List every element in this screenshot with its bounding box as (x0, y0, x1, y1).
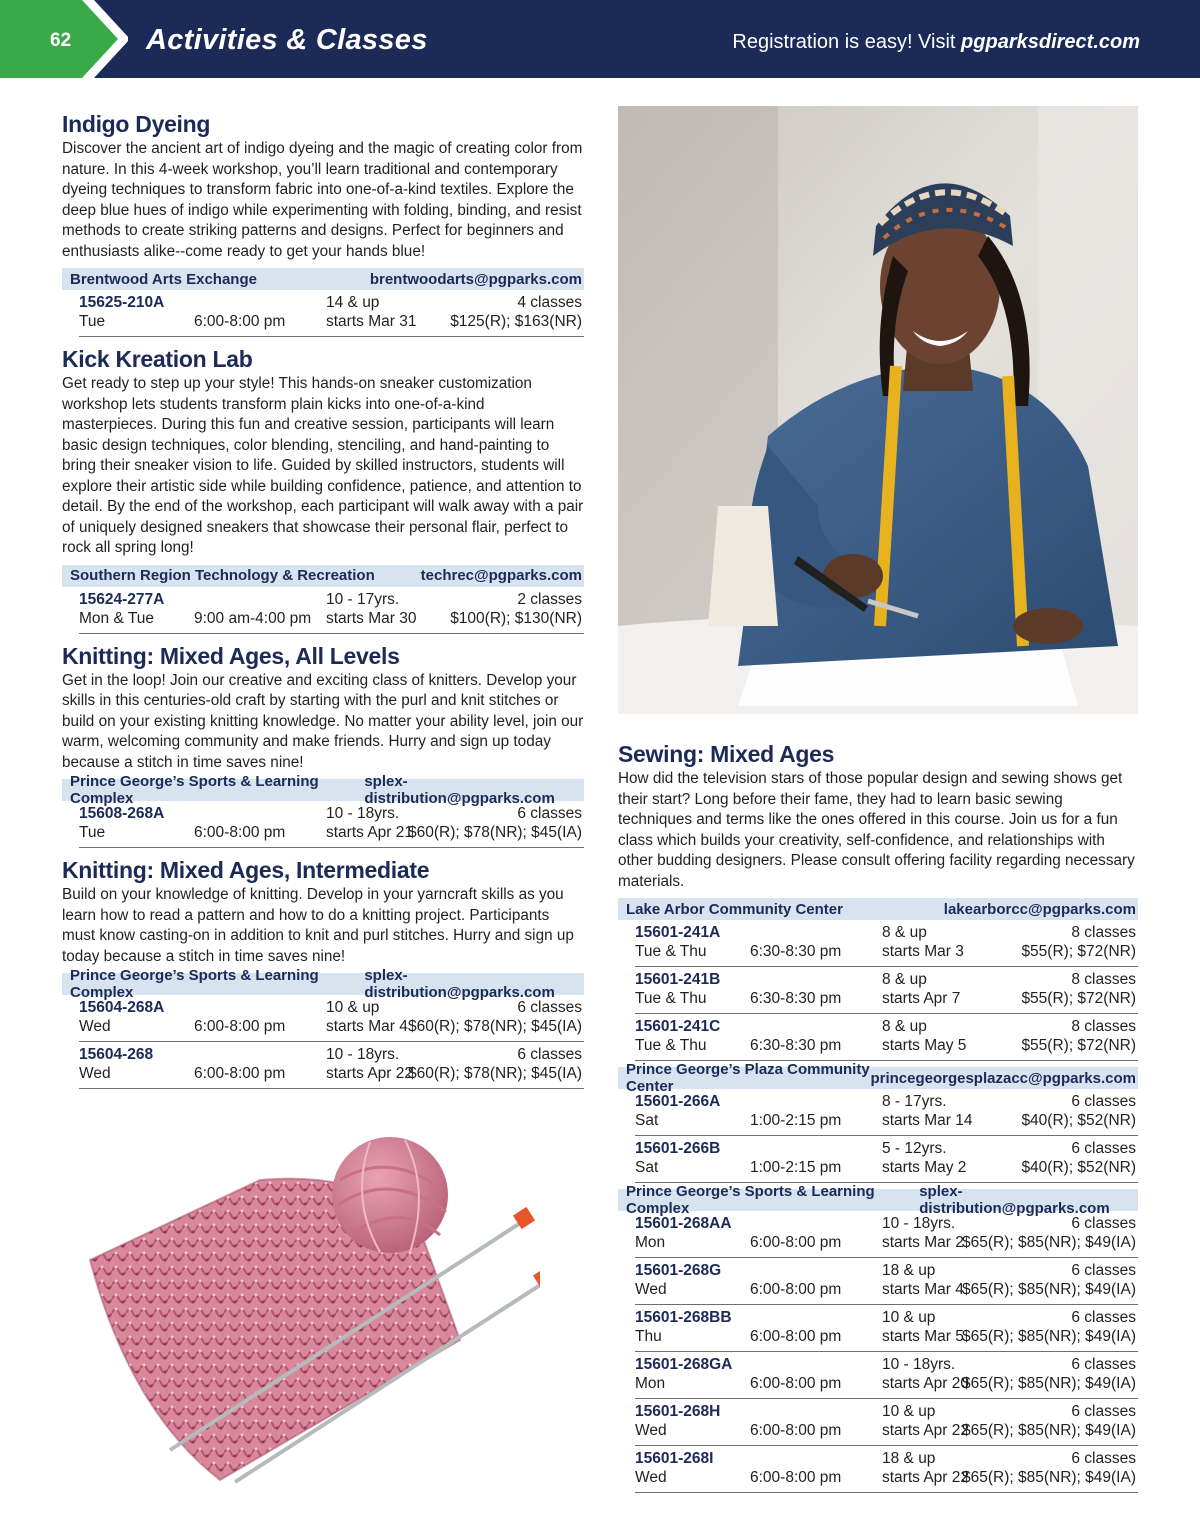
course-description: How did the television stars of those popular design and sewing shows get their start? Long before their fame, they had to learn basic sewing techniques and terms like the ones offered in this course. Join us for a fun class which builds your creativity, self-confidence, and relationships with other budding designers. Please consult offering facility regarding necessary materials. (618, 770, 1135, 890)
offering-line-2 (635, 943, 1138, 963)
meeting-days: Mon & Tue (79, 609, 154, 627)
start-date: starts Apr 20 (882, 1375, 970, 1392)
fee: $125(R); $163(NR) (450, 313, 582, 330)
offering-line-1 (79, 999, 584, 1019)
location-name: Southern Region Technology & Recreation (70, 567, 375, 584)
fee: $100(R); $130(NR) (450, 609, 582, 627)
start-date: starts Mar 4 (882, 1281, 964, 1298)
page-number: 62 (50, 30, 72, 51)
offering-line-1 (79, 591, 584, 611)
meeting-time: 1:00-2:15 pm (750, 1112, 842, 1129)
start-date: starts Mar 3 (882, 943, 964, 960)
offering-line-1 (635, 1356, 1138, 1376)
course-code[interactable]: 15624-277A (79, 590, 165, 608)
age-range: 18 & up (882, 1450, 936, 1467)
course-description: Get in the loop! Join our creative and exciting class of knitters. Develop your skills in this centuries-old craft by starting with the purl and knit stitches or build on your existing knitting knowledge. No matter your ability level, join our warm, welcoming community and make friends. Hurry and sign up today because a stitch in time saves nine! (62, 671, 584, 771)
start-date: starts Apr 22 (326, 1065, 414, 1082)
meeting-days: Wed (79, 1065, 111, 1082)
course-block (62, 642, 584, 849)
course-code[interactable]: 15601-241C (635, 1018, 721, 1035)
start-date: starts Mar 30 (326, 609, 417, 627)
offering-line-1 (635, 1215, 1138, 1235)
start-date: starts Apr 22 (882, 1469, 970, 1486)
location-bar (62, 565, 584, 587)
location-email-link[interactable]: splex-distribution@pgparks.com (364, 773, 555, 807)
offering-row (635, 1305, 1138, 1352)
offering-row (79, 587, 584, 634)
fee: $60(R); $78(NR); $45(IA) (407, 1018, 582, 1035)
course-block (62, 110, 584, 337)
start-date: starts Apr 7 (882, 990, 961, 1007)
age-range: 14 & up (326, 294, 380, 311)
start-date: starts Mar 14 (882, 1112, 973, 1129)
offering-row (79, 290, 584, 337)
meeting-time: 6:30-8:30 pm (750, 990, 842, 1007)
start-date: starts Mar 4 (326, 1018, 408, 1035)
offering-row (635, 967, 1138, 1014)
offering-row (635, 1352, 1138, 1399)
offering-line-1 (635, 924, 1138, 944)
section-title: Activities & Classes (146, 24, 428, 56)
course-code[interactable]: 15604-268A (79, 999, 165, 1016)
age-range: 18 & up (882, 1262, 936, 1279)
location-email-link[interactable]: princegeorgesplazacc@pgparks.com (870, 1069, 1136, 1087)
fee: $65(R); $85(NR); $49(IA) (961, 1422, 1136, 1439)
offering-row (79, 801, 584, 848)
meeting-time: 6:00-8:00 pm (750, 1375, 842, 1392)
meeting-days: Tue & Thu (635, 990, 707, 1007)
course-code[interactable]: 15601-268GA (635, 1356, 733, 1373)
age-range: 10 & up (326, 999, 380, 1016)
fee: $65(R); $85(NR); $49(IA) (961, 1328, 1136, 1345)
course-description: Get ready to step up your style! This hands-on sneaker customization workshop lets students transform plain kicks into one-of-a-kind masterpieces. During this fun and creative session, participants will learn basic design techniques, color blending, stenciling, and hand-painting to bring their sneaker vision to life. Guided by skilled instructors, students will explore their artistic side while building confidence, patience, and attention to detail. By the end of the workshop, each participant will walk away with a pair of uniquely designed sneakers that showcase their personal flair, perfect to rock all spring long! (62, 375, 584, 556)
offering-line-1 (79, 294, 584, 314)
age-range: 10 - 17yrs. (326, 590, 400, 608)
meeting-days: Sat (635, 1159, 659, 1176)
fee: $40(R); $52(NR) (1021, 1159, 1136, 1176)
offering-row (635, 1211, 1138, 1258)
location-bar (618, 1183, 1138, 1217)
location-name: Brentwood Arts Exchange (70, 270, 257, 288)
course-code[interactable]: 15601-241A (635, 924, 721, 941)
meeting-days: Thu (635, 1328, 662, 1345)
offering-line-1 (635, 1403, 1138, 1423)
age-range: 8 - 17yrs. (882, 1093, 947, 1110)
location-email-link[interactable]: techrec@pgparks.com (420, 567, 582, 584)
course-description: Discover the ancient art of indigo dyeing and the magic of creating color from nature. In this 4-week workshop, you’ll learn traditional and contemporary dyeing techniques to transform fabric into one-of-a-kind textiles. Explore the deep blue hues of indigo while experimenting with folding, binding, and resist methods to create striking patterns and designs. Perfect for beginners and enthusiasts alike--come ready to get your hands blue! (62, 140, 583, 260)
class-count: 6 classes (1071, 1450, 1136, 1467)
meeting-time: 6:00-8:00 pm (750, 1234, 842, 1251)
course-title: Sewing: Mixed Ages (618, 741, 835, 767)
offering-line-1 (635, 971, 1138, 991)
age-range: 10 & up (882, 1403, 936, 1420)
course-block (62, 856, 584, 1089)
location-email-link[interactable]: lakearborcc@pgparks.com (943, 900, 1136, 918)
offering-line-2 (79, 1065, 584, 1085)
offering-line-2 (79, 824, 584, 844)
offering-row (79, 1042, 584, 1089)
location-bar (62, 967, 584, 1001)
fee: $65(R); $85(NR); $49(IA) (961, 1375, 1136, 1392)
offering-line-2 (79, 1018, 584, 1038)
age-range: 10 - 18yrs. (882, 1215, 956, 1232)
age-range: 10 - 18yrs. (326, 1046, 400, 1063)
right-column (618, 740, 1138, 1501)
meeting-time: 6:00-8:00 pm (750, 1469, 842, 1486)
offering-line-2 (635, 1328, 1138, 1348)
class-count: 8 classes (1071, 924, 1136, 941)
meeting-time: 6:00-8:00 pm (194, 1018, 286, 1035)
offering-line-2 (79, 610, 584, 630)
location-name: Prince George’s Sports & Learning Complex (626, 1183, 875, 1217)
location-email-link[interactable]: brentwoodarts@pgparks.com (369, 270, 582, 288)
class-count: 6 classes (1071, 1262, 1136, 1279)
location-bar (62, 773, 584, 807)
offering-row (635, 1136, 1138, 1183)
course-code[interactable]: 15601-266A (635, 1093, 721, 1110)
age-range: 10 - 18yrs. (326, 805, 400, 822)
age-range: 10 - 18yrs. (882, 1356, 956, 1373)
offering-row (635, 1258, 1138, 1305)
offering-line-2 (635, 990, 1138, 1010)
fee: $55(R); $72(NR) (1021, 1037, 1136, 1054)
course-code[interactable]: 15625-210A (79, 294, 165, 311)
class-count: 4 classes (517, 294, 582, 311)
offering-line-2 (79, 313, 584, 333)
class-count: 2 classes (517, 590, 582, 608)
offering-line-1 (635, 1140, 1138, 1160)
age-range: 5 - 12yrs. (882, 1140, 947, 1157)
course-code[interactable]: 15601-241B (635, 971, 721, 988)
meeting-days: Tue (79, 824, 106, 841)
offering-line-2 (635, 1469, 1138, 1489)
class-count: 6 classes (1071, 1309, 1136, 1326)
location-bar (618, 898, 1138, 920)
offering-line-2 (635, 1037, 1138, 1057)
location-name: Prince George’s Sports & Learning Complex (70, 967, 319, 1001)
meeting-time: 6:00-8:00 pm (194, 824, 286, 841)
class-count: 8 classes (1071, 971, 1136, 988)
meeting-days: Tue & Thu (635, 943, 707, 960)
class-count: 6 classes (517, 1046, 582, 1063)
offering-line-2 (635, 1159, 1138, 1179)
start-date: starts Mar 2 (882, 1234, 964, 1251)
location-name: Prince George’s Sports & Learning Complex (70, 773, 319, 807)
meeting-time: 9:00 am-4:00 pm (194, 609, 312, 627)
course-code[interactable]: 15601-268I (635, 1450, 714, 1467)
course-code[interactable]: 15604-268 (79, 1046, 154, 1063)
start-date: starts May 5 (882, 1037, 967, 1054)
meeting-days: Wed (635, 1469, 667, 1486)
start-date: starts Mar 31 (326, 313, 417, 330)
course-title: Kick Kreation Lab (62, 346, 253, 372)
course-code[interactable]: 15608-268A (79, 805, 165, 822)
location-name: Lake Arbor Community Center (626, 900, 843, 918)
offering-line-1 (79, 805, 584, 825)
meeting-days: Wed (635, 1422, 667, 1439)
fee: $60(R); $78(NR); $45(IA) (407, 824, 582, 841)
start-date: starts Apr 22 (882, 1422, 970, 1439)
meeting-days: Wed (635, 1281, 667, 1298)
offering-line-1 (79, 1046, 584, 1066)
age-range: 10 & up (882, 1309, 936, 1326)
offering-row (635, 1446, 1138, 1493)
meeting-days: Tue (79, 313, 106, 330)
course-description: Build on your knowledge of knitting. Develop in your yarncraft skills as you learn how to read a pattern and how to do a knitting project. Participants must know casting-on in addition to knit and purl stitches. Hurry and sign up today because a stitch in time saves nine! (62, 886, 574, 965)
location-bar (62, 268, 584, 290)
class-count: 6 classes (517, 805, 582, 822)
page-header (0, 0, 1200, 78)
meeting-time: 6:30-8:30 pm (750, 943, 842, 960)
fee: $60(R); $78(NR); $45(IA) (407, 1065, 582, 1082)
knitting-yarn-photo (70, 1110, 540, 1490)
offering-line-2 (635, 1375, 1138, 1395)
offering-line-1 (635, 1309, 1138, 1329)
class-count: 6 classes (1071, 1093, 1136, 1110)
location-bar (618, 1061, 1138, 1095)
offering-row (635, 920, 1138, 967)
course-title: Indigo Dyeing (62, 111, 211, 137)
fee: $65(R); $85(NR); $49(IA) (961, 1281, 1136, 1298)
registration-text: Registration is easy! Visit (732, 31, 962, 53)
fee: $55(R); $72(NR) (1021, 990, 1136, 1007)
meeting-time: 6:00-8:00 pm (750, 1422, 842, 1439)
class-count: 6 classes (1071, 1140, 1136, 1157)
start-date: starts May 2 (882, 1159, 967, 1176)
fee: $65(R); $85(NR); $49(IA) (961, 1234, 1136, 1251)
meeting-time: 1:00-2:15 pm (750, 1159, 842, 1176)
meeting-days: Mon (635, 1234, 666, 1251)
class-count: 6 classes (1071, 1403, 1136, 1420)
course-title: Knitting: Mixed Ages, All Levels (62, 642, 400, 669)
course-code[interactable]: 15601-268H (635, 1403, 721, 1420)
fee: $40(R); $52(NR) (1021, 1112, 1136, 1129)
registration-link[interactable]: pgparksdirect.com (961, 31, 1140, 53)
fee: $55(R); $72(NR) (1021, 943, 1136, 960)
meeting-days: Wed (79, 1018, 111, 1035)
offering-line-1 (635, 1093, 1138, 1113)
start-date: starts Apr 21 (326, 824, 414, 841)
fee: $65(R); $85(NR); $49(IA) (961, 1469, 1136, 1486)
class-count: 8 classes (1071, 1018, 1136, 1035)
meeting-time: 6:00-8:00 pm (194, 1065, 286, 1082)
location-name: Prince George’s Plaza Community Center (626, 1061, 870, 1095)
page-number-tab (0, 0, 128, 78)
meeting-time: 6:00-8:00 pm (750, 1328, 842, 1345)
meeting-time: 6:00-8:00 pm (194, 313, 286, 330)
age-range: 8 & up (882, 924, 927, 941)
offering-line-2 (635, 1112, 1138, 1132)
course-code[interactable]: 15601-268BB (635, 1309, 732, 1326)
registration-line (732, 31, 1140, 54)
age-range: 8 & up (882, 1018, 927, 1035)
offering-line-2 (635, 1234, 1138, 1254)
age-range: 8 & up (882, 971, 927, 988)
offering-line-1 (635, 1450, 1138, 1470)
class-count: 6 classes (1071, 1356, 1136, 1373)
meeting-time: 6:30-8:30 pm (750, 1037, 842, 1054)
class-count: 6 classes (517, 999, 582, 1016)
meeting-days: Mon (635, 1375, 666, 1392)
offering-row (635, 1014, 1138, 1061)
meeting-days: Sat (635, 1112, 659, 1129)
course-title: Knitting: Mixed Ages, Intermediate (62, 857, 430, 883)
woman-sewing-photo (618, 106, 1138, 714)
location-email-link[interactable]: splex-distribution@pgparks.com (919, 1183, 1110, 1217)
course-block (62, 345, 584, 634)
offering-line-2 (635, 1422, 1138, 1442)
course-code[interactable]: 15601-268G (635, 1262, 722, 1279)
start-date: starts Mar 5 (882, 1328, 964, 1345)
offering-row (79, 995, 584, 1042)
location-email-link[interactable]: splex-distribution@pgparks.com (364, 967, 555, 1001)
offering-line-1 (635, 1262, 1138, 1282)
offering-line-2 (635, 1281, 1138, 1301)
course-block (618, 740, 1138, 1493)
offering-row (635, 1399, 1138, 1446)
course-code[interactable]: 15601-268AA (635, 1215, 732, 1232)
offering-row (635, 1089, 1138, 1136)
left-column (62, 110, 584, 1097)
offering-line-1 (635, 1018, 1138, 1038)
meeting-time: 6:00-8:00 pm (750, 1281, 842, 1298)
course-code[interactable]: 15601-266B (635, 1140, 721, 1157)
class-count: 6 classes (1071, 1215, 1136, 1232)
meeting-days: Tue & Thu (635, 1037, 707, 1054)
